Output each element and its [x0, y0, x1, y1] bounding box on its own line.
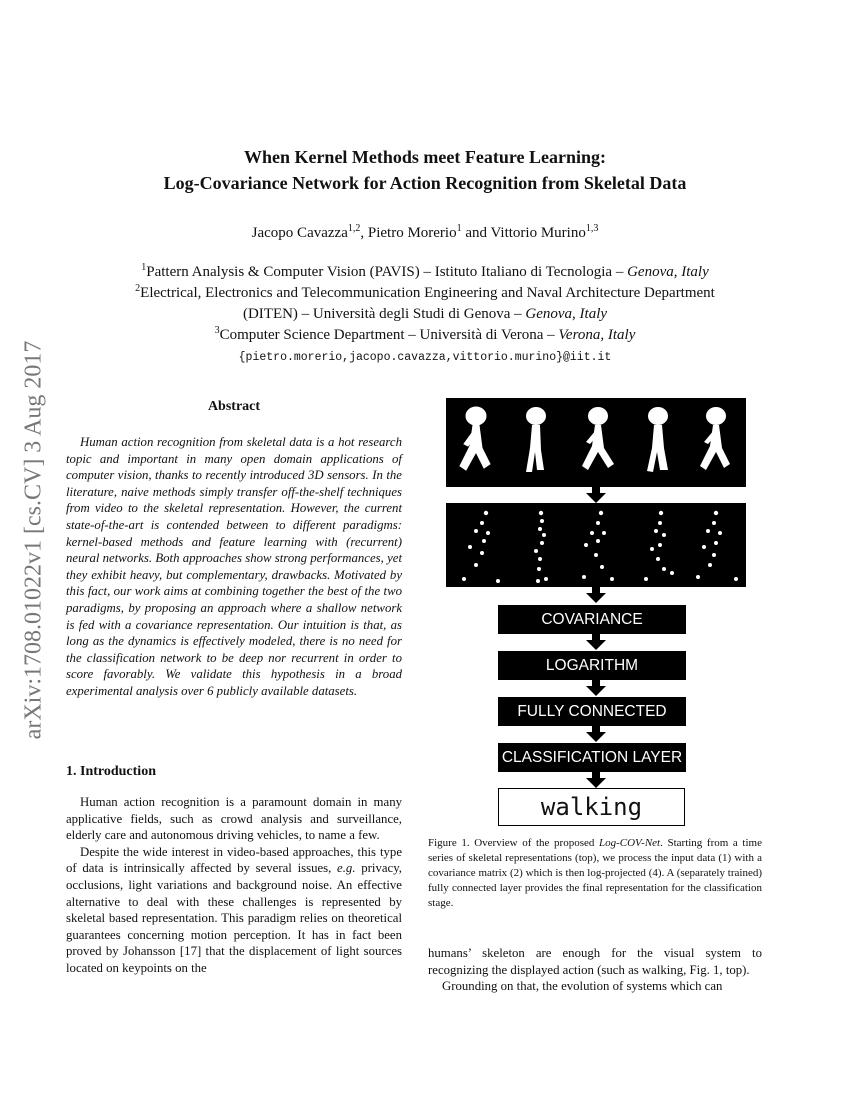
joint-cloud	[582, 511, 614, 581]
affiliation-line	[0, 262, 850, 283]
author-sep: ,	[360, 225, 368, 241]
author-name: Vittorio Murino	[490, 225, 586, 241]
author-sup: 1	[456, 223, 462, 234]
author-name: Jacopo Cavazza	[251, 225, 348, 241]
arxiv-sidebar	[14, 300, 54, 780]
walker-silhouette	[700, 407, 730, 470]
aff-place: Genova, Italy	[627, 264, 709, 280]
arrow-down-icon	[584, 726, 608, 742]
stage-classification-layer: CLASSIFICATION LAYER	[498, 743, 686, 772]
author-emails: {pietro.morerio,jacopo.cavazza,vittorio.murino}@iit.it	[238, 351, 612, 364]
intro-right-paragraph-1: humans’ skeleton are enough for the visual system to recognizing the displayed action (such as walking, Fig. 1, top).	[428, 946, 762, 977]
intro-paragraph-2	[66, 844, 402, 977]
abstract-text: Human action recognition from skeletal data is a hot research topic and important in many open domain applications of computer vision, thanks to recently introduced 3D sensors. In the literature, naive methods simply transfer off-the-shelf techniques from video to the skeletal representation. However, the current state-of-the-art is contended between to different paradigms: kernel-based methods and feature learning with (recurrent) neural networks. Both approaches show strong performances, yet they exhibit heavy, but complementary, drawbacks. Motivated by this fact, our work aims at combining together the best of the two paradigms, by proposing an approach where a shallow network is fed with a covariance representation. Our intuition is that, as long as the dynamics is effectively modeled, there is no need for the classification network to be deep nor recurrent in order to score favorably. We validate this hypothesis in a broad experimental analysis over 6 publicly available datasets.	[66, 435, 402, 698]
walking-silhouettes-strip	[446, 398, 746, 487]
intro-column-left	[66, 794, 402, 977]
arrow-down-icon	[584, 634, 608, 650]
caption-part: . Starting from a time series of skeletal representations (top), we process the input data (1) with a covariance matrix (2) which is then log-projected (4). A (separately trained) fully connected layer provides the final representation for the classification stage.	[428, 837, 762, 909]
figure-1	[426, 398, 762, 888]
author-name: Pietro Morerio	[367, 225, 457, 241]
joint-cloud	[696, 511, 738, 581]
aff-text: Pattern Analysis & Computer Vision (PAVIS) – Istituto Italiano di Tecnologia –	[146, 264, 628, 280]
arrow-down-icon	[584, 772, 608, 788]
aff-sup: 3	[214, 325, 220, 336]
title-line-2: Log-Covariance Network for Action Recognition from Skeletal Data	[163, 173, 687, 193]
stage-fully-connected: FULLY CONNECTED	[498, 697, 686, 726]
arrow-down-icon	[584, 680, 608, 696]
affiliation-line	[0, 283, 850, 304]
walker-silhouette	[460, 407, 490, 470]
figure-1-caption	[428, 836, 762, 911]
author-sep: and	[461, 225, 491, 241]
walker-silhouette	[526, 407, 546, 472]
intro-p2-part: Despite the wide interest in video-based approaches, this type of data is intrinsically affected by several issues,	[66, 844, 402, 876]
arrow-down-icon	[584, 487, 608, 503]
author-list	[0, 225, 850, 242]
aff-sup: 1	[141, 262, 147, 273]
intro-p2-part: privacy, occlusions, light variations and background noise. An effective alternative to deal with these challenges is represented by skeletal based representation. This paradigm relies on theoretical guarantees concerning motion perception. It has in fact been proved by Johansson [17] that the displacement of light sources located on keypoints on the	[66, 861, 402, 975]
intro-p2-eg: e.g.	[337, 861, 356, 876]
walker-silhouette	[647, 407, 668, 472]
joint-cloud	[534, 511, 548, 583]
affiliation-line	[0, 325, 850, 346]
joint-cloud	[462, 511, 500, 583]
paper-title	[0, 144, 850, 196]
affiliation-line	[0, 304, 850, 325]
joint-cloud	[644, 511, 674, 581]
output-label-box: walking	[498, 788, 685, 826]
aff-place: Verona, Italy	[558, 327, 636, 343]
walker-silhouette	[582, 407, 614, 470]
skeleton-joints-strip	[446, 503, 746, 587]
aff-sup: 2	[135, 283, 141, 294]
author-sup: 1,2	[347, 223, 361, 234]
title-line-1: When Kernel Methods meet Feature Learning:	[243, 147, 607, 167]
affiliations	[0, 262, 850, 368]
caption-method-name: Log-COV-Net	[598, 837, 661, 849]
intro-right-paragraph-2: Grounding on that, the evolution of systems which can	[442, 979, 723, 994]
abstract-heading: Abstract	[207, 399, 261, 414]
aff-text: Electrical, Electronics and Telecommunication Engineering and Naval Architecture Department	[140, 285, 715, 301]
stage-logarithm: LOGARITHM	[498, 651, 686, 680]
caption-part: Figure 1. Overview of the proposed	[428, 837, 599, 849]
aff-text: Computer Science Department – Università di Verona –	[219, 327, 559, 343]
arrow-down-icon	[584, 587, 608, 603]
stage-covariance: COVARIANCE	[498, 605, 686, 634]
author-sup: 1,3	[585, 223, 599, 234]
intro-column-right	[428, 945, 762, 995]
section-heading-introduction: 1. Introduction	[66, 764, 156, 779]
aff-text: (DITEN) – Università degli Studi di Genova –	[242, 306, 526, 322]
arxiv-id: arXiv:1708.01022v1 [cs.CV] 3 Aug 2017	[20, 340, 47, 740]
intro-paragraph-1: Human action recognition is a paramount domain in many applicative fields, such as crowd analysis and surveillance, elderly care and autonomous driving vehicles, to name a few.	[66, 795, 402, 843]
aff-place: Genova, Italy	[525, 306, 608, 322]
